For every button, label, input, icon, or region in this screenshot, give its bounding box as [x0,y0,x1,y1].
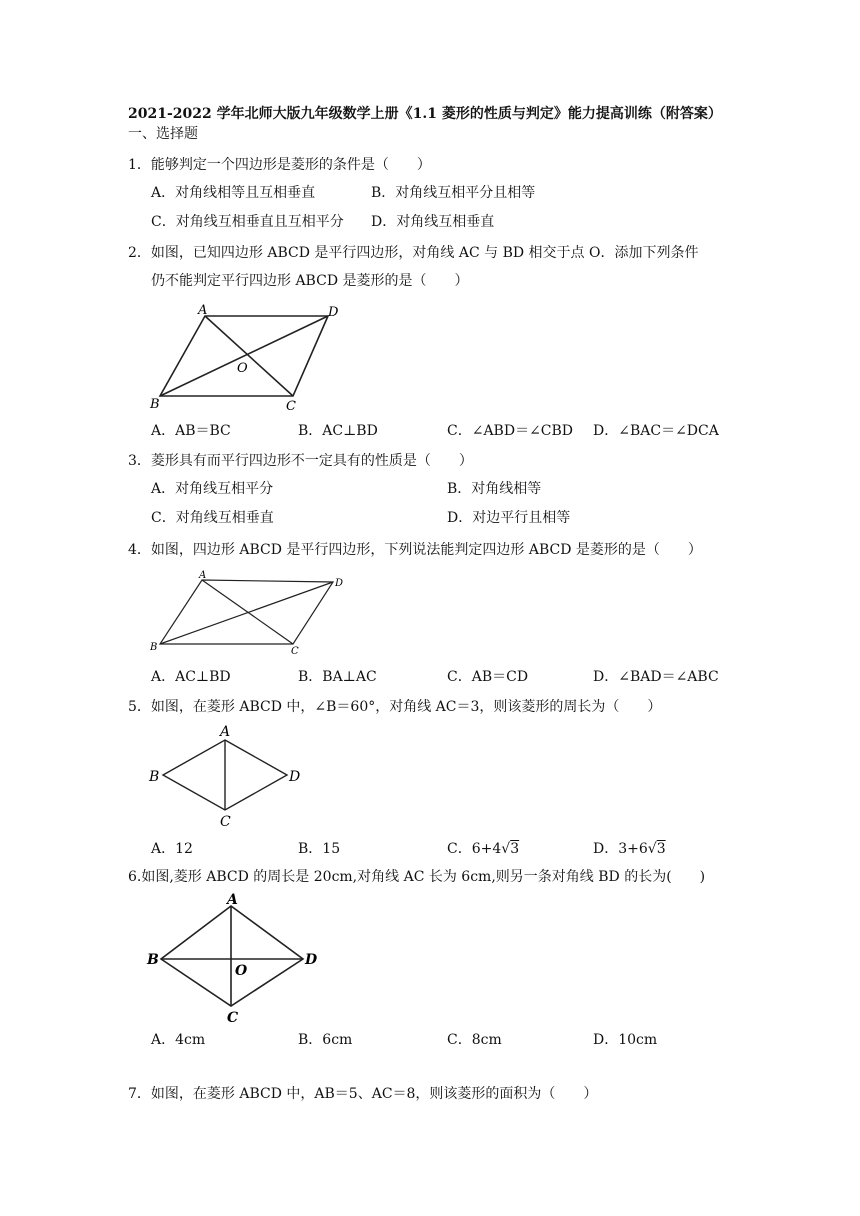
q6-option-a: A．4cm [151,1032,206,1048]
q4-option-b: B．BA⊥AC [298,669,377,685]
q2-option-c: C．∠ABD＝∠CBD [447,423,574,439]
q6-option-d: D．10cm [593,1032,658,1048]
q5-label-b: B [149,769,160,785]
q6-label-d: D [305,952,318,968]
q4-parallelogram-figure [145,570,365,660]
q2-parallelogram-figure [140,300,360,415]
q2-label-a: A [198,303,208,318]
q5-option-c-radicand: 3 [510,841,520,857]
q5-option-c [447,839,519,859]
q2-option-d: D．∠BAC＝∠DCA [593,423,719,439]
q6-rhombus-figure [145,892,335,1026]
q5-option-d-radicand: 3 [656,841,666,857]
q3-option-d: D．对边平行且相等 [447,510,571,526]
q6-label-b: B [147,952,159,968]
q3-option-c: C．对角线互相垂直 [151,510,274,526]
sqrt-symbol: √ [501,841,511,857]
q6-label-a: A [227,892,238,908]
q5-option-a: A．12 [151,841,193,857]
q6-label-c: C [227,1010,239,1026]
q4-stem: 4．如图，四边形 ABCD 是平行四边形，下列说法能判定四边形 ABCD 是菱形的是（ ） [128,542,702,558]
q6-rhombus [161,906,303,1006]
q4-label-a: A [199,570,207,581]
q2-diagonal-bd [160,316,328,396]
q5-rhombus-figure [145,722,315,832]
q2-label-o: O [237,361,248,376]
q4-diagonal-bd [160,582,333,644]
q5-option-d [593,839,666,859]
q4-option-a: A．AC⊥BD [151,669,231,685]
q5-stem: 5．如图，在菱形 ABCD 中，∠B＝60°，对角线 AC＝3，则该菱形的周长为（ ） [128,699,662,715]
section-heading: 一、选择题 [128,126,198,142]
q7-stem: 7．如图，在菱形 ABCD 中，AB＝5、AC＝8，则该菱形的面积为（ ） [128,1086,598,1102]
q1-option-b: B．对角线互相平分且相等 [371,185,536,201]
q2-option-b: B．AC⊥BD [298,423,378,439]
q1-option-d: D．对角线互相垂直 [371,214,495,230]
q2-label-d: D [328,305,339,320]
q4-option-c: C．AB＝CD [447,669,529,685]
q3-option-a: A．对角线互相平分 [151,481,274,497]
q2-label-c: C [286,399,296,414]
q6-stem: 6.如图,菱形 ABCD 的周长是 20cm,对角线 AC 长为 6cm,则另一条对角线 BD 的长为( ) [128,869,706,885]
q5-label-a: A [220,724,231,740]
q4-label-d: D [335,578,344,589]
q4-label-c: C [291,646,299,657]
q1-option-a: A．对角线相等且互相垂直 [151,185,316,201]
q2-option-a: A．AB＝BC [151,423,231,439]
q3-option-b: B．对角线相等 [447,481,542,497]
q3-stem: 3．菱形具有而平行四边形不一定具有的性质是（ ） [128,453,473,469]
q6-label-o: O [235,963,248,979]
q5-option-d-text: D．3+6 [593,841,648,857]
q5-option-c-text: C．6+4 [447,841,502,857]
q2-label-b: B [150,397,160,412]
q6-option-b: B．6cm [298,1032,353,1048]
q2-stem-line1: 2．如图，已知四边形 ABCD 是平行四边形，对角线 AC 与 BD 相交于点 O．添加下列条件 [128,245,699,261]
q2-stem-line2: 仍不能判定平行四边形 ABCD 是菱形的是（ ） [151,273,469,289]
q4-label-b: B [150,642,158,653]
document-title: 2021-2022 学年北师大版九年级数学上册《1.1 菱形的性质与判定》能力提高训练（附答案） [128,106,722,122]
q6-option-c: C．8cm [447,1032,502,1048]
sqrt-symbol: √ [647,841,657,857]
q5-label-c: C [220,814,231,830]
q1-option-c: C．对角线互相垂直且互相平分 [151,214,344,230]
q2-diagonal-ac [205,316,293,396]
q1-stem: 1．能够判定一个四边形是菱形的条件是（ ） [128,157,431,173]
q5-option-b: B．15 [298,841,341,857]
q4-diagonal-ac [202,580,293,644]
q4-option-d: D．∠BAD＝∠ABC [593,669,719,685]
q5-label-d: D [289,769,301,785]
